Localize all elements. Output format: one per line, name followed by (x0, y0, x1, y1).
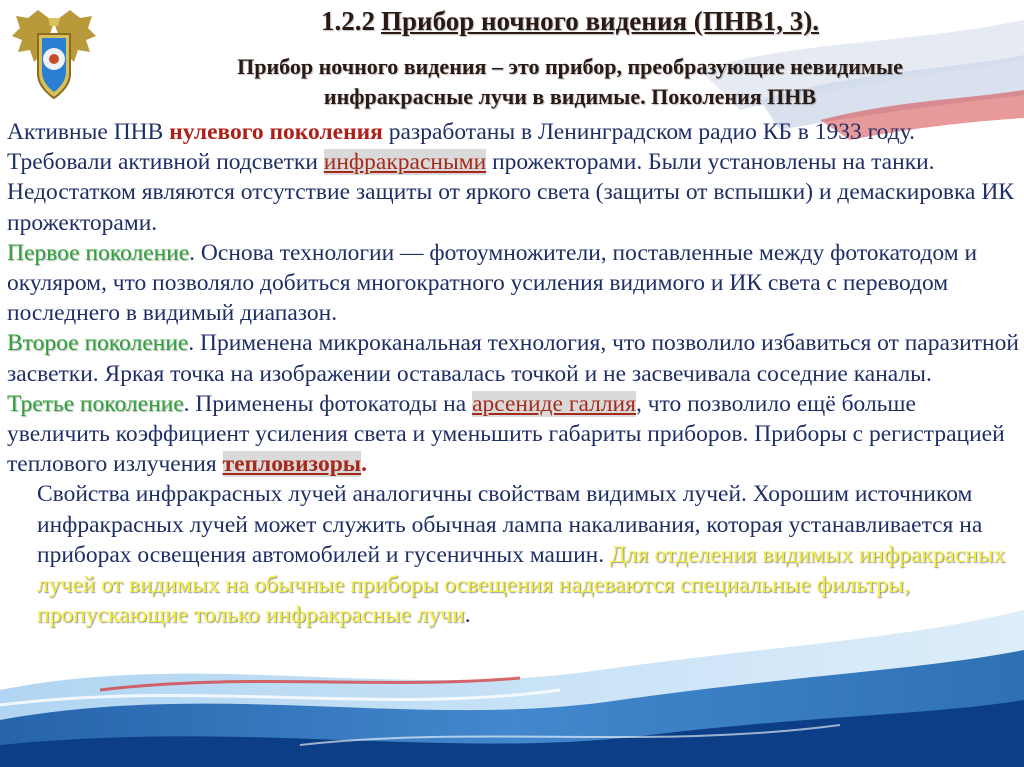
text-span: , что позволило ещё больше увеличить коэффициент усиления света и уменьшить габариты приборов. Приборы с регистрацией теплового излучения (7, 390, 1005, 478)
third-generation-term: Третье поколение (7, 390, 184, 417)
paragraph-zero-generation (7, 117, 1019, 238)
title-text: Прибор ночного видения (ПНВ1, 3). (381, 6, 819, 36)
definition-line-1: Прибор ночного видения – это прибор, преобразующие невидимые (237, 54, 903, 79)
paragraph-second-generation (7, 328, 1019, 388)
second-generation-term: Второе поколение (7, 330, 189, 357)
text-span: Активные ПНВ (7, 119, 170, 145)
section-number: 1.2.2 (321, 6, 376, 36)
body-text (7, 117, 1019, 630)
emblem-icon (8, 4, 100, 104)
text-span: разработаны в Ленинградском радио КБ в 1933 году. Требовали активной подсветки (7, 119, 915, 176)
text-span: . Применена микроканальная технология, что позволило избавиться от паразитной засветки. Яркая точка на изображении оставалась точкой и не засвечивала соседние каналы. (7, 330, 1019, 387)
text-span: . Применены фотокатоды на (183, 390, 473, 417)
text-span: . (464, 602, 471, 629)
text-span: . Основа технологии — фотоумножители, поставленные между фотокатодом и окуляром, что позволяло добиться многократного усиления видимого и ИК света с переводом последнего в видимый диапазон. (7, 239, 978, 327)
definition-line-2-text: инфракрасные лучи в видимые (323, 84, 641, 109)
definition-line-2 (130, 84, 1010, 110)
paragraph-third-generation (7, 389, 1019, 480)
infrared-link[interactable]: инфракрасными (323, 149, 487, 176)
zero-generation-term: нулевого поколения (169, 119, 383, 145)
paragraph-first-generation (7, 238, 1019, 329)
thermal-imagers-link[interactable]: тепловизоры (222, 451, 362, 478)
text-span: . (361, 451, 367, 478)
gallium-arsenide-link[interactable]: арсениде галлия (472, 390, 636, 417)
first-generation-term: Первое поколение (7, 239, 190, 266)
filter-note: Для отделения видимых инфракрасных лучей от видимых на обычные приборы освещения надеваются специальные фильтры, пропускающие только инфракрасные лучи (37, 541, 1006, 629)
slide-title (130, 6, 1010, 37)
text-span: прожекторами. Были установлены на танки. Недостатком являются отсутствие защиты от яркого света (защиты от вспышки) и демаскировка ИК прожекторами. (7, 149, 1014, 236)
paragraph-infrared-properties (7, 479, 1019, 630)
generations-heading: . Поколения ПНВ (640, 84, 817, 109)
text-span: Свойства инфракрасных лучей аналогичны свойствам видимых лучей. Хорошим источником инфракрасных лучей может служить обычная лампа накаливания, которая устанавливается на приборах освещения автомобилей и гусеничных машин. (37, 481, 983, 568)
